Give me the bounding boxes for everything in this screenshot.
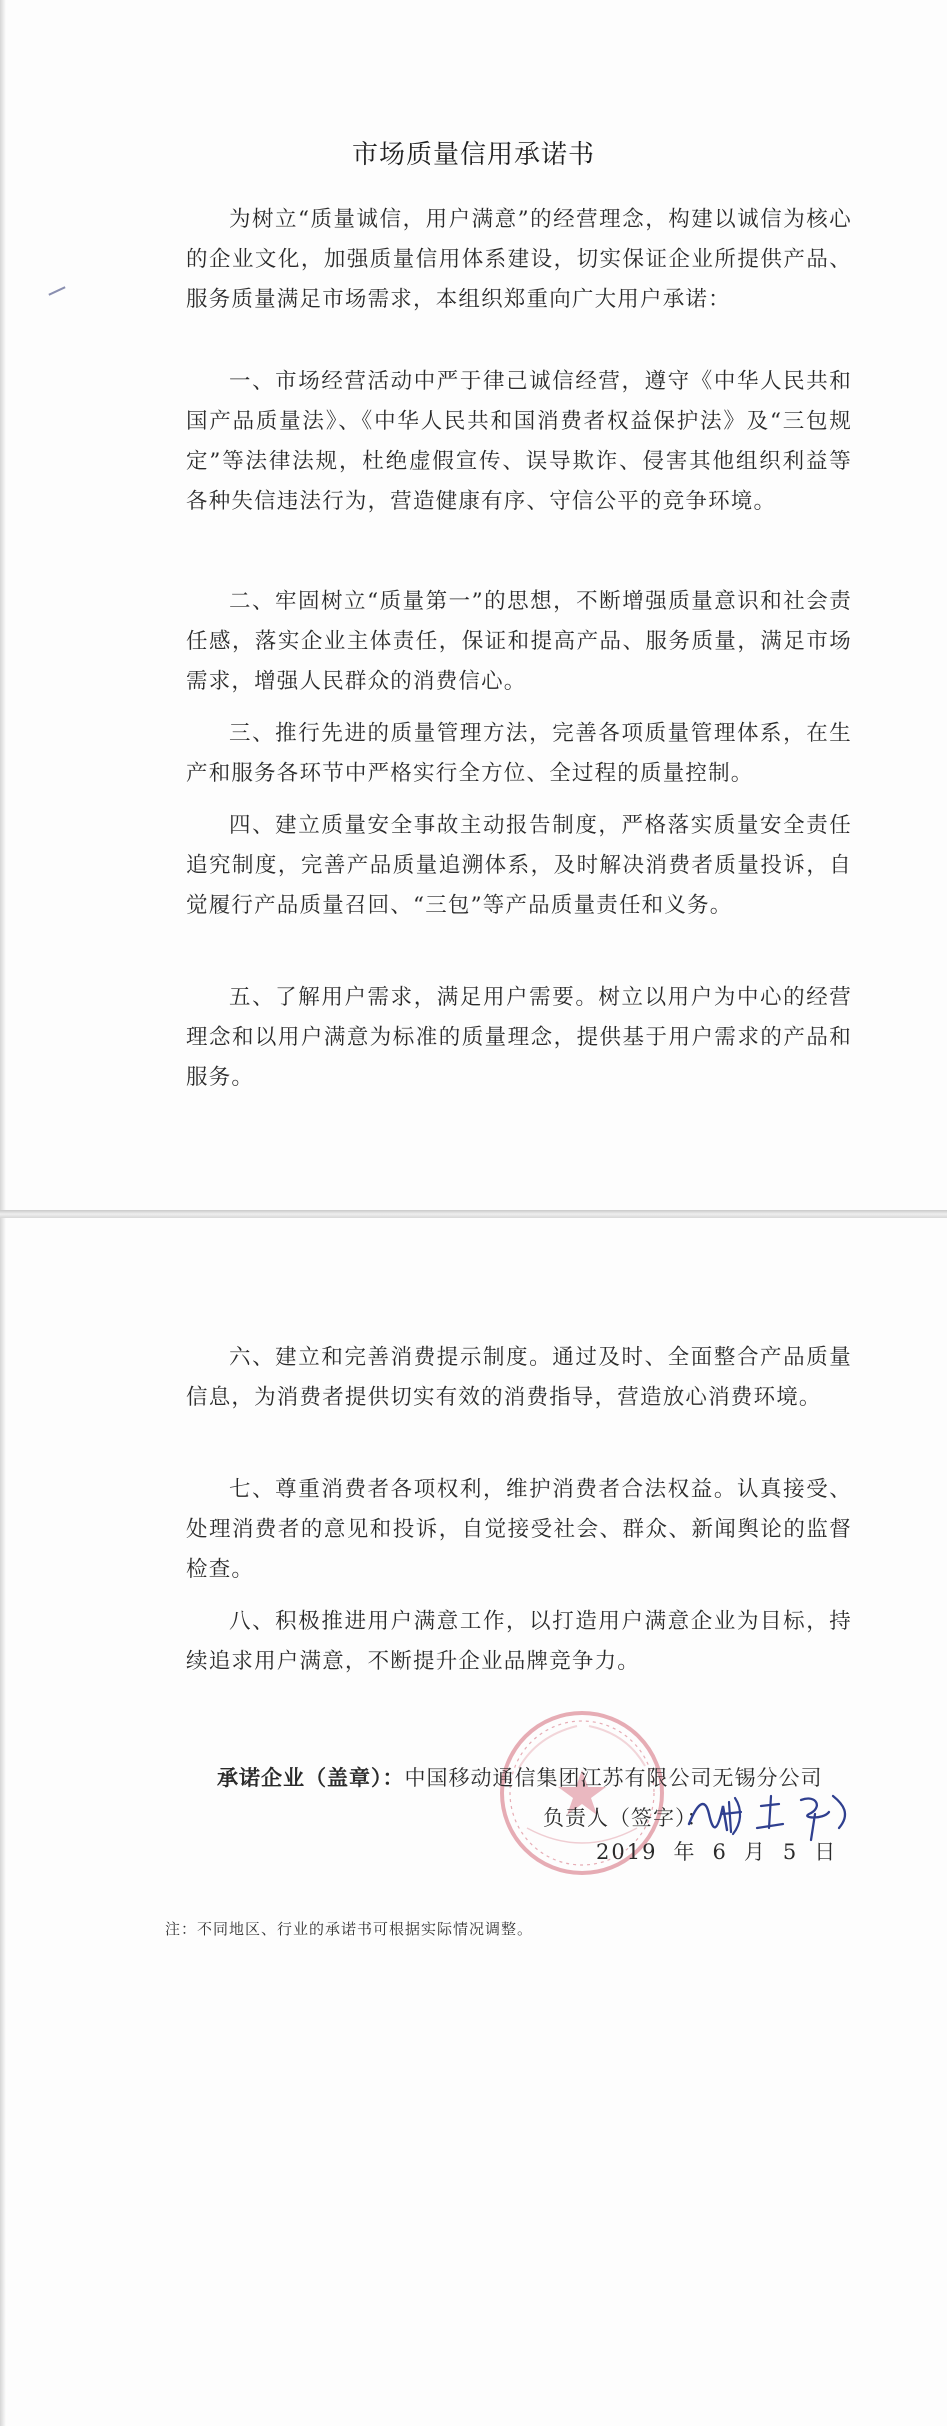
commitment-item-5: 五、了解用户需求，满足用户需要。树立以用户为中心的经营理念和以用户满意为标准的质量理念，提供基于用户需求的产品和服务。 (186, 985, 852, 1090)
scan-shadow (0, 0, 6, 1210)
footnote: 注：不同地区、行业的承诺书可根据实际情况调整。 (165, 1920, 534, 1938)
intro-paragraph: 为树立“质量诚信，用户满意”的经营理念，构建以诚信为核心的企业文化，加强质量信用体系建设，切实保证企业所提供产品、服务质量满足市场需求，本组织郑重向广大用户承诺： (186, 207, 852, 312)
date-year: 2019 (596, 1840, 658, 1864)
commitment-item-3: 三、推行先进的质量管理方法，完善各项质量管理体系，在生产和服务各环节中严格实行全方位、全过程的质量控制。 (186, 721, 852, 786)
company-name: 中国移动通信集团江苏有限公司无锡分公司 (404, 1766, 823, 1790)
document-page-1 (0, 0, 947, 1210)
commitment-item-8: 八、积极推进用户满意工作，以打造用户满意企业为目标，持续追求用户满意，不断提升企业品牌竞争力。 (186, 1609, 852, 1674)
commitment-item-1: 一、市场经营活动中严于律己诚信经营，遵守《中华人民共和国产品质量法》、《中华人民共和国消费者权益保护法》及“三包规定”等法律法规，杜绝虚假宣传、误导欺诈、侵害其他组织利益等各种失信违法行为，营造健康有序、守信公平的竞争环境。 (186, 369, 852, 514)
date-year-unit: 年 (673, 1840, 697, 1864)
handwritten-signature (683, 1784, 858, 1844)
date-month: 6 (712, 1840, 728, 1864)
company-label: 承诺企业（盖章）： (217, 1765, 405, 1790)
date-month-unit: 月 (743, 1840, 767, 1864)
signature-block (0, 1218, 947, 2426)
date-day-unit: 日 (814, 1840, 838, 1864)
document-title: 市场质量信用承诺书 (351, 140, 595, 170)
commitment-item-7: 七、尊重消费者各项权利，维护消费者合法权益。认真接受、处理消费者的意见和投诉，自觉接受社会、群众、新闻舆论的监督检查。 (186, 1477, 852, 1582)
commitment-item-2: 二、牢固树立“质量第一”的思想，不断增强质量意识和社会责任感，落实企业主体责任，保证和提高产品、服务质量，满足市场需求，增强人民群众的消费信心。 (186, 589, 852, 694)
document-page-2 (0, 1218, 947, 2426)
responsible-person-label: 负责人（签字）： (543, 1806, 709, 1830)
scan-mark (48, 286, 65, 295)
date-day: 5 (782, 1840, 799, 1864)
commitment-item-6: 六、建立和完善消费提示制度。通过及时、全面整合产品质量信息，为消费者提供切实有效的消费指导，营造放心消费环境。 (186, 1345, 852, 1410)
signing-date (596, 1836, 837, 1866)
commitment-item-4: 四、建立质量安全事故主动报告制度，严格落实质量安全责任追究制度，完善产品质量追溯体系，及时解决消费者质量投诉，自觉履行产品质量召回、“三包”等产品质量责任和义务。 (186, 813, 852, 918)
